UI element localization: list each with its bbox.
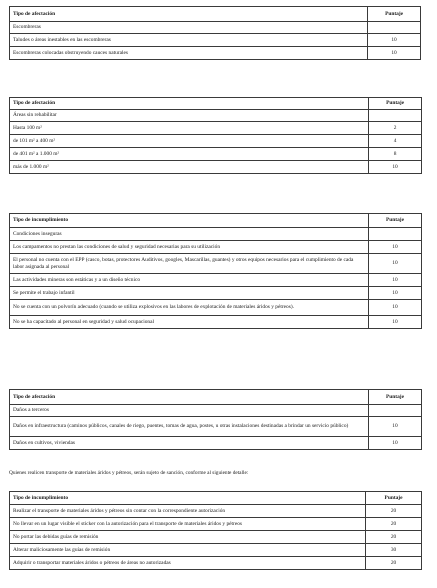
row-description: Los campamentos no prestan las condiciones de salud y seguridad necesarias para su utilización [10,241,369,254]
row-score: 20 [366,557,422,570]
table-row [10,148,422,161]
row-score: 8 [369,148,422,161]
table-row [10,437,422,450]
table-row [10,110,422,122]
table-areas-sin-rehabilitar [9,97,422,174]
table-condiciones-inseguras [9,213,422,329]
table-row [10,505,422,518]
row-score: 10 [368,34,421,47]
row-description: más de 1.000 m² [10,161,369,174]
row-description: No se ha capacitado al personal en seguridad y salud ocupacional [10,316,369,329]
row-description: No se cuenta con un polvorín adecuado (cuando se utiliza explosivos en las labores de explotación de materiales áridos y pétreos). [10,300,369,316]
table-header-row [10,98,422,110]
table-escombreras [9,6,421,60]
header-type: Tipo de incumplimiento [10,492,366,505]
table-row [10,316,422,329]
header-score: Puntaje [366,492,422,505]
row-score: 10 [368,274,421,287]
row-description: No llevar en un lugar visible el sticker con la autorización para el transporte de materiales áridos y pétreos [10,518,366,531]
row-score: 10 [368,437,421,450]
row-description: de 101 m² a 400 m² [10,135,369,148]
row-description: El personal no cuenta con el EPP (casco, botas, protectores Auditivos, googles, Mascarillas, guantes) y otros equipos necesarios para el cumplimiento de cada labor asignada al personal [10,254,369,274]
row-score: 30 [366,544,422,557]
transport-sanction-paragraph: Quienes realicen transporte de materiales áridos y pétreos, serán sujeto de sanción, conforme al siguiente detalle: [9,470,249,476]
table-row [10,274,422,287]
header-type: Tipo de incumplimiento [10,214,369,228]
row-description: Realizar el transporte de materiales áridos y pétreos sin contar con la correspondiente autorización [10,505,366,518]
table-row [10,161,422,174]
row-description: Daños en cultivos, viviendas [10,437,369,450]
header-type: Tipo de afectación [10,98,369,110]
row-score [368,22,421,34]
row-score [368,405,421,417]
table-row [10,135,422,148]
row-description: Hasta 100 m² [10,122,369,135]
row-description: Daños en infraestructura (caminos públicos, canales de riego, puentes, tomas de agua, postes, u otras instalaciones destinadas a brindar un servicio público) [10,417,369,437]
row-score: 20 [366,531,422,544]
table-row [10,518,422,531]
row-description: Condiciones inseguras [10,228,369,241]
row-score: 10 [369,161,422,174]
table-header-row [10,7,421,22]
header-score: Puntaje [368,7,421,22]
table-row [10,122,422,135]
header-type: Tipo de afectación [10,390,369,405]
row-score [368,228,421,241]
table-row [10,254,422,274]
row-score: 10 [368,300,421,316]
row-description: Áreas sin rehabilitar [10,110,369,122]
table-header-row [10,214,422,228]
row-description: Adquirir o transportar materiales áridos o pétreos de áreas no autorizadas [10,557,366,570]
table-row [10,241,422,254]
row-score: 10 [368,241,421,254]
header-score: Puntaje [369,98,422,110]
row-description: Daños a terceros [10,405,369,417]
table-transporte-materiales [9,491,422,570]
table-row [10,557,422,570]
table-row [10,417,422,437]
row-score: 2 [369,122,422,135]
header-score: Puntaje [368,390,421,405]
table-row [10,22,421,34]
table-row [10,287,422,300]
row-score: 10 [368,287,421,300]
table-row [10,34,421,47]
row-description: Escombreras [10,22,368,34]
table-header-row [10,492,422,505]
row-description: Se permite el trabajo infantil [10,287,369,300]
row-description: de 401 m² a 1.000 m² [10,148,369,161]
row-score [369,110,422,122]
row-description: Taludes o áreas inestables en las escombreras [10,34,368,47]
row-score: 20 [366,518,422,531]
table-row [10,405,422,417]
row-score: 20 [366,505,422,518]
row-description: Las actividades mineras son estáticas y a un diseño técnico [10,274,369,287]
row-score: 4 [369,135,422,148]
row-description: Escombreras colocadas obstruyendo cauces naturales [10,47,368,60]
table-danos-a-terceros [9,389,422,450]
row-score: 10 [368,47,421,60]
table-row [10,544,422,557]
row-description: No portar las debidas guías de remisión [10,531,366,544]
table-row [10,300,422,316]
table-row [10,228,422,241]
row-score: 10 [368,316,421,329]
row-description: Alterar maliciosamente las guías de remisión [10,544,366,557]
table-row [10,47,421,60]
header-type: Tipo de afectación [10,7,368,22]
table-row [10,531,422,544]
header-score: Puntaje [368,214,421,228]
row-score: 10 [368,254,421,274]
row-score: 10 [368,417,421,437]
table-header-row [10,390,422,405]
